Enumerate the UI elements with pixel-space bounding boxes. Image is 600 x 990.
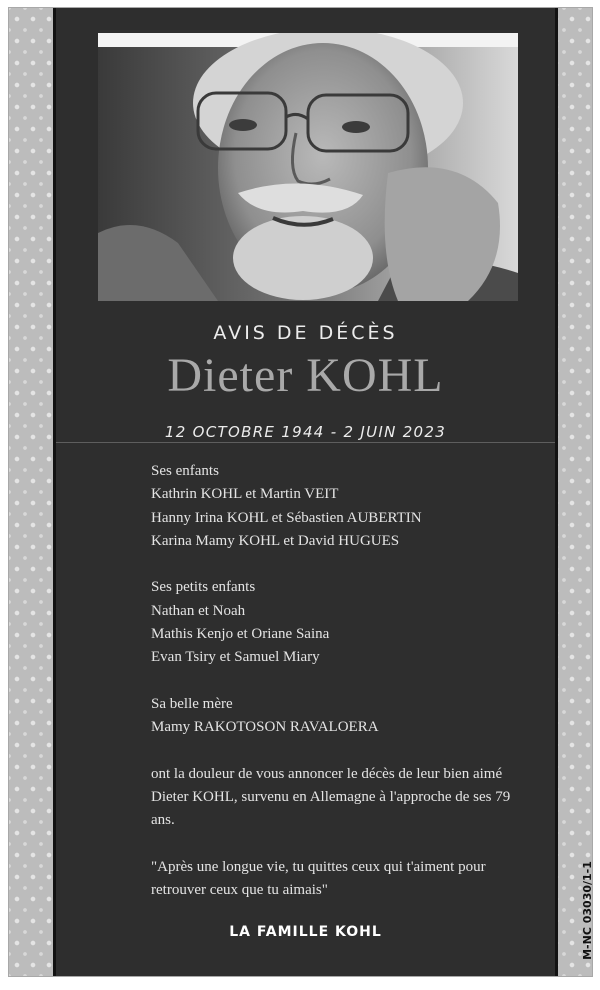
divider (56, 442, 555, 443)
quote-text: "Après une longue vie, tu quittes ceux qui t'aiment pour retrouver ceux que tu aimais" (151, 859, 486, 899)
notice-heading: AVIS DE DÉCÈS (213, 322, 398, 344)
family-signature: LA FAMILLE KOHL (229, 924, 382, 940)
family-member: Hanny Irina KOHL et Sébastien AUBERTIN (151, 509, 422, 526)
announcement-section (151, 763, 531, 833)
family-member: Evan Tsiry et Samuel Miary (151, 649, 320, 666)
section-title: Ses petits enfants (151, 579, 256, 596)
family-member: Nathan et Noah (151, 602, 246, 619)
family-member: Karina Mamy KOHL et David HUGUES (151, 532, 400, 549)
life-dates: 12 OCTOBRE 1944 - 2 JUIN 2023 (164, 423, 447, 441)
notice-body (151, 460, 531, 926)
section-title: Ses enfants (151, 463, 219, 479)
family-member: Mamy RAKOTOSON RAVALOERA (151, 719, 379, 736)
portrait-photo (98, 33, 518, 301)
left-decorative-border (9, 8, 53, 976)
family-member: Kathrin KOHL et Martin VEIT (151, 486, 339, 503)
obituary-notice (8, 7, 593, 977)
deceased-name: Dieter KOHL (167, 349, 444, 402)
family-member: Mathis Kenjo et Oriane Saina (151, 626, 330, 643)
section-title: Sa belle mère (151, 695, 233, 712)
notice-panel (53, 8, 558, 977)
reference-code-text: M-NC 03030/1-1 (580, 860, 594, 960)
grandchildren-section (151, 576, 531, 669)
quote-section (151, 856, 531, 903)
mother-in-law-section (151, 693, 531, 740)
reference-code (577, 855, 597, 965)
children-section (151, 460, 531, 553)
announcement-text: ont la douleur de vous annoncer le décès de leur bien aimé Dieter KOHL, survenu en Allemagne à l'approche de ses 79 ans. (151, 765, 511, 829)
